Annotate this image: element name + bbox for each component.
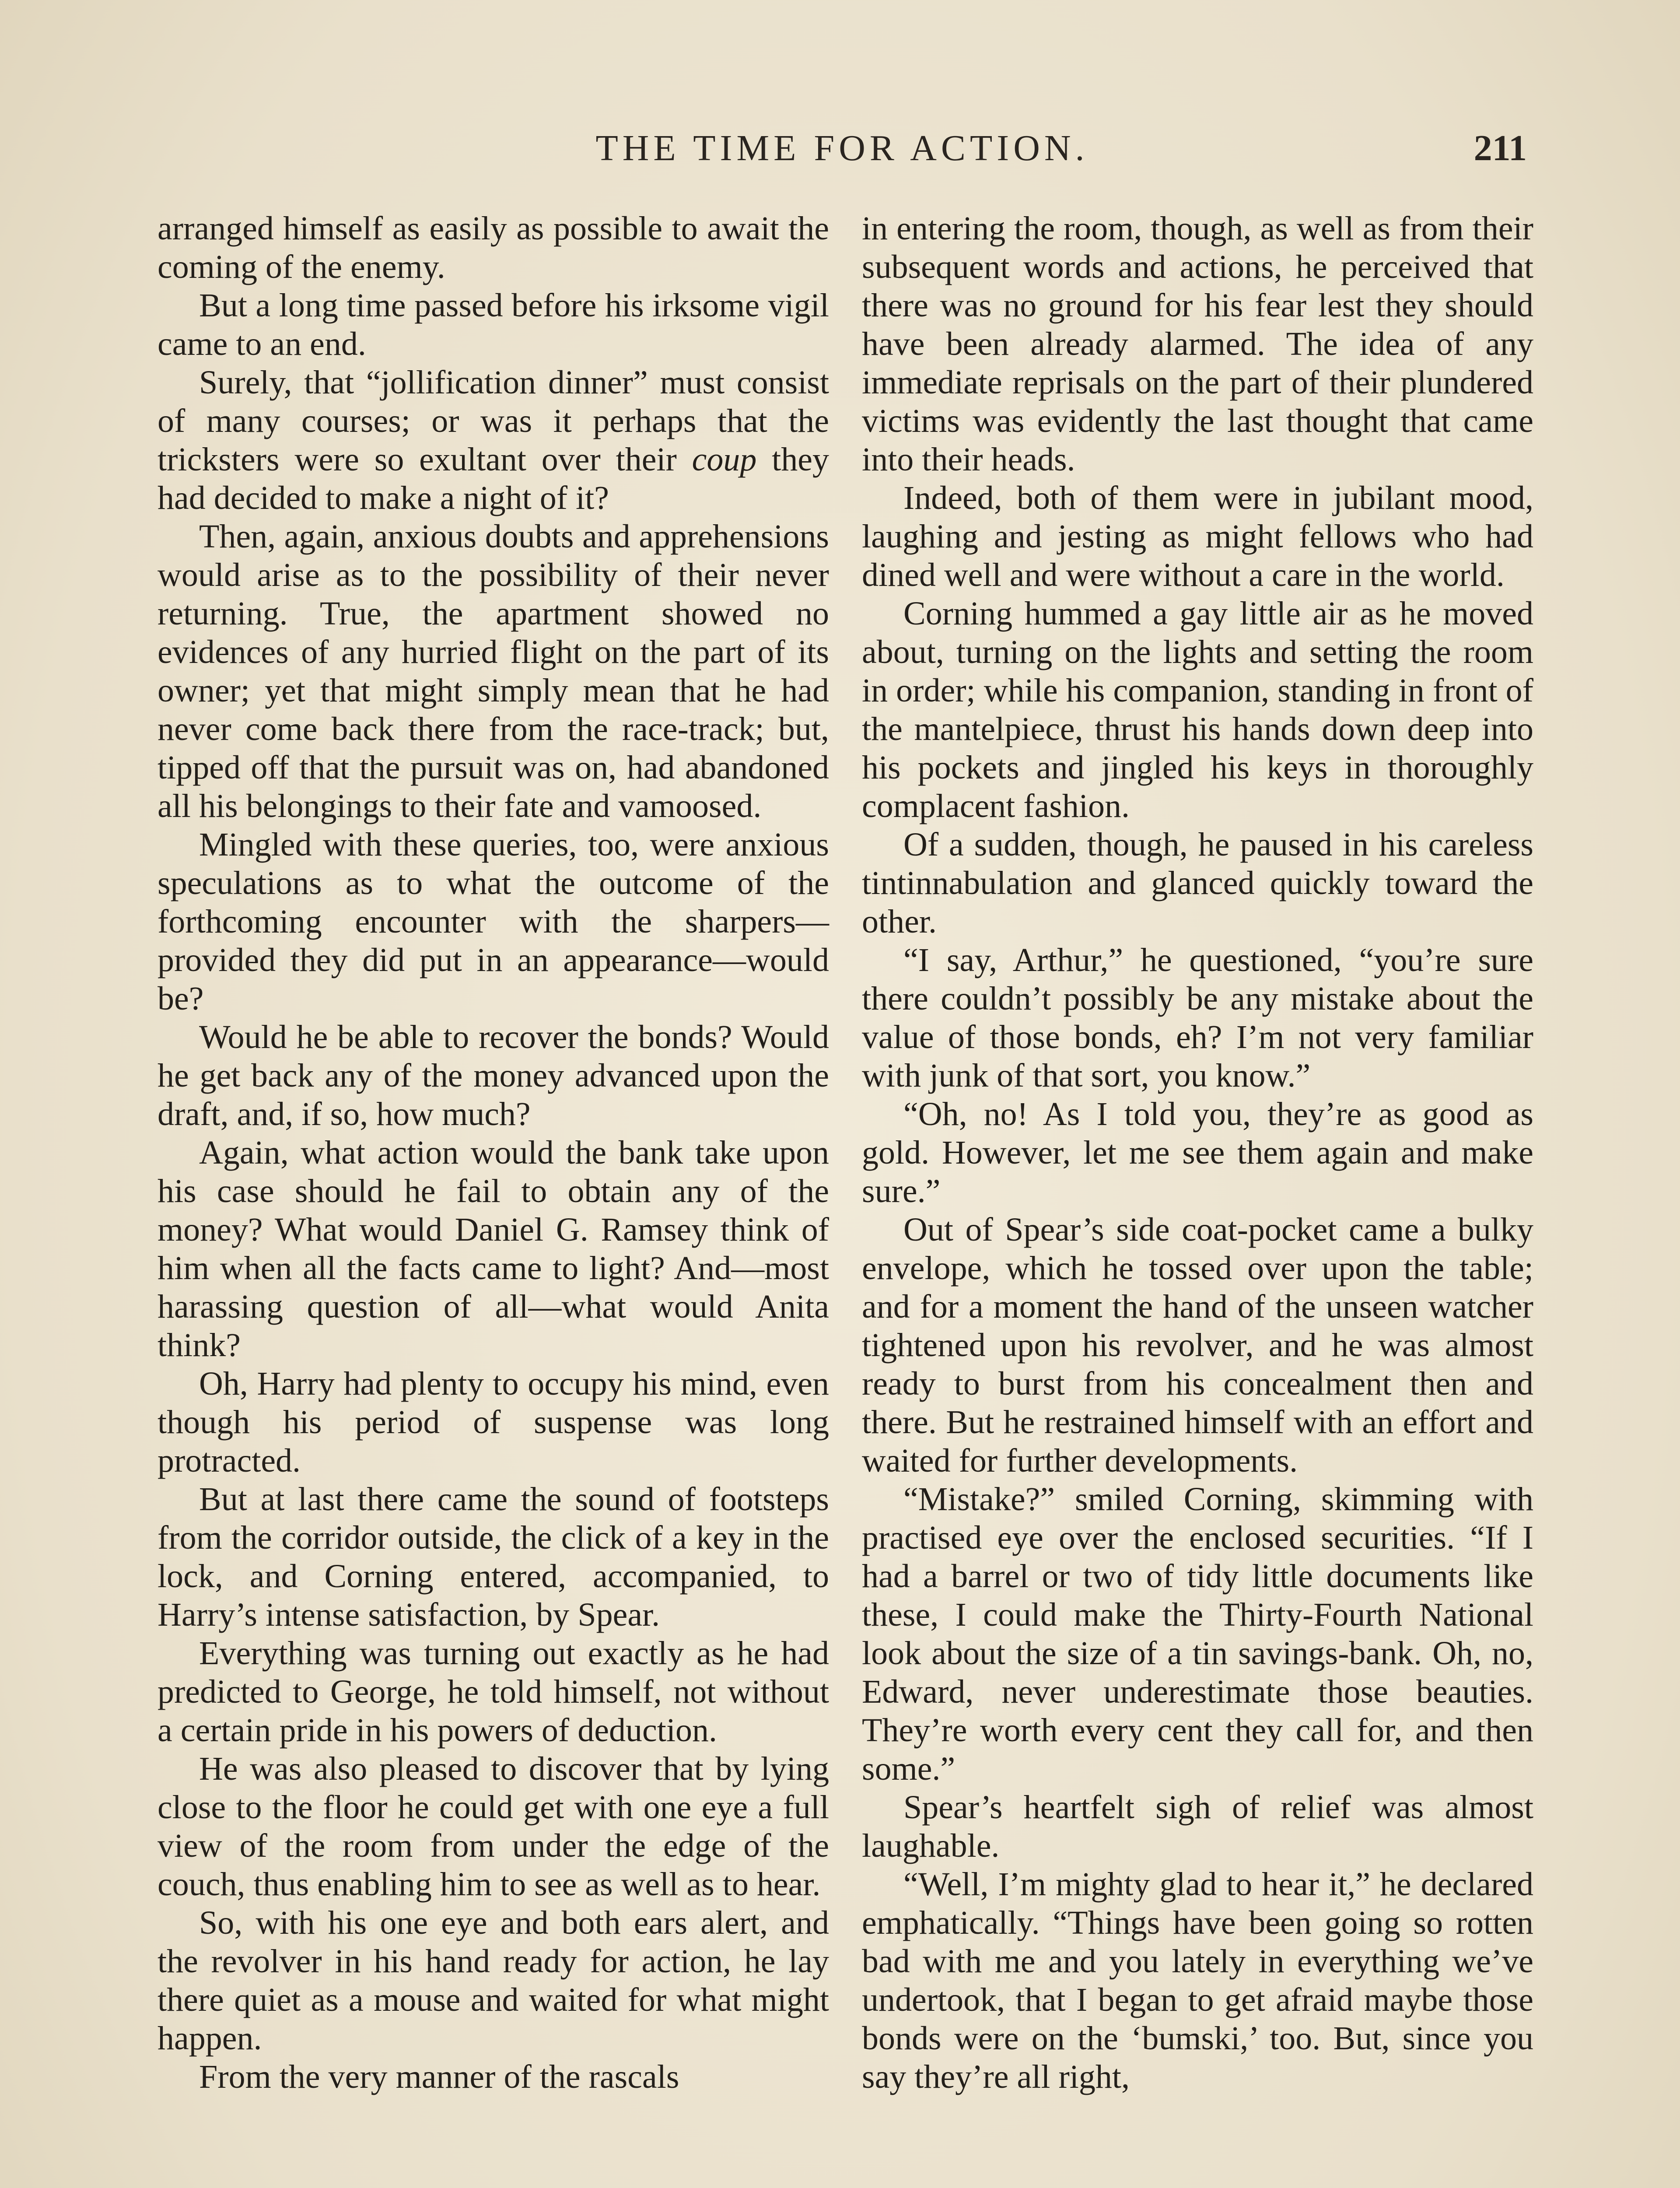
paragraph: Mingled with these queries, too, were anxious speculations as to what the outcome of the forthcoming encounter with the sharpers—provided they did put in an appearance—would be? xyxy=(158,826,829,1017)
paragraph: But a long time passed before his irksome vigil came to an end. xyxy=(158,287,829,362)
paragraph: Then, again, anxious doubts and apprehensions would arise as to the possibility of their never returning. True, the apartment showed no evidences of any hurried flight on the part of its owner; yet that might simply mean that he had never come back there from the race-track; but, tipped off that the pursuit was on, had abandoned all his belongings to their fate and vamoosed. xyxy=(158,518,829,824)
paragraph: Everything was turning out exactly as he had predicted to George, he told himself, not without a certain pride in his powers of deduction. xyxy=(158,1635,829,1749)
paragraph: So, with his one eye and both ears alert, and the revolver in his hand ready for action, he lay there quiet as a mouse and waited for what might happen. xyxy=(158,1904,829,2057)
paragraph: Spear’s heartfelt sigh of relief was almost laughable. xyxy=(862,1789,1533,1864)
paragraph: “I say, Arthur,” he questioned, “you’re sure there couldn’t possibly be any mistake about the value of those bonds, eh? I’m not very familiar with junk of that sort, you know.” xyxy=(862,942,1533,1094)
page-number: 211 xyxy=(1474,128,1527,168)
paragraph: “Well, I’m mighty glad to hear it,” he declared emphatically. “Things have been going so rotten bad with me and you lately in everything we’ve undertook, that I began to get afraid maybe those bonds were on the ‘bumski,’ too. But, since you say they’re all right, xyxy=(862,1866,1533,2095)
paragraph: arranged himself as easily as possible to await the coming of the enemy. xyxy=(158,210,829,285)
italic-word: coup xyxy=(692,441,757,478)
paragraph: in entering the room, though, as well as from their subsequent words and actions, he perceived that there was no ground for his fear lest they should have been already alarmed. The idea of any immediate reprisals on the part of their plundered victims was evidently the last thought that came into their heads. xyxy=(862,210,1533,478)
paragraph: Surely, that “jollification dinner” must consist of many courses; or was it perhaps that the tricksters were so exultant over their coup they had decided to make a night of it? xyxy=(158,364,829,516)
paragraph: But at last there came the sound of footsteps from the corridor outside, the click of a key in the lock, and Corning entered, accompanied, to Harry’s intense satisfaction, by Spear. xyxy=(158,1481,829,1633)
running-head: THE TIME FOR ACTION. xyxy=(595,128,1089,168)
paragraph: Of a sudden, though, he paused in his careless tintinnabulation and glanced quickly toward the other. xyxy=(862,826,1533,940)
page-header xyxy=(158,127,1527,179)
paragraph: Indeed, both of them were in jubilant mood, laughing and jesting as might fellows who had dined well and were without a care in the world. xyxy=(862,480,1533,593)
paragraph: Out of Spear’s side coat-pocket came a bulky envelope, which he tossed over upon the table; and for a moment the hand of the unseen watcher tightened upon his revolver, and he was almost ready to burst from his concealment then and there. But he restrained himself with an effort and waited for further developments. xyxy=(862,1211,1533,1479)
right-column xyxy=(862,209,1533,2096)
paragraph: Corning hummed a gay little air as he moved about, turning on the lights and setting the room in order; while his companion, standing in front of the mantelpiece, thrust his hands down deep into his pockets and jingled his keys in thoroughly complacent fashion. xyxy=(862,595,1533,824)
paragraph: “Mistake?” smiled Corning, skimming with practised eye over the enclosed securities. “If I had a barrel or two of tidy little documents like these, I could make the Thirty-Fourth National look about the size of a tin savings-bank. Oh, no, Edward, never underestimate those beauties. They’re worth every cent they call for, and then some.” xyxy=(862,1481,1533,1787)
left-column xyxy=(158,209,829,2096)
paragraph: Again, what action would the bank take upon his case should he fail to obtain any of the money? What would Daniel G. Ramsey think of him when all the facts came to light? And—most harassing question of all—what would Anita think? xyxy=(158,1134,829,1364)
paragraph: Oh, Harry had plenty to occupy his mind, even though his period of suspense was long protracted. xyxy=(158,1365,829,1479)
paragraph: “Oh, no! As I told you, they’re as good as gold. However, let me see them again and make sure.” xyxy=(862,1096,1533,1210)
paragraph: From the very manner of the rascals xyxy=(199,2058,679,2095)
paragraph: He was also pleased to discover that by lying close to the floor he could get with one eye a full view of the room from under the edge of the couch, thus enabling him to see as well as to hear. xyxy=(158,1750,829,1903)
paragraph: Would he be able to recover the bonds? Would he get back any of the money advanced upon the draft, and, if so, how much? xyxy=(158,1019,829,1133)
